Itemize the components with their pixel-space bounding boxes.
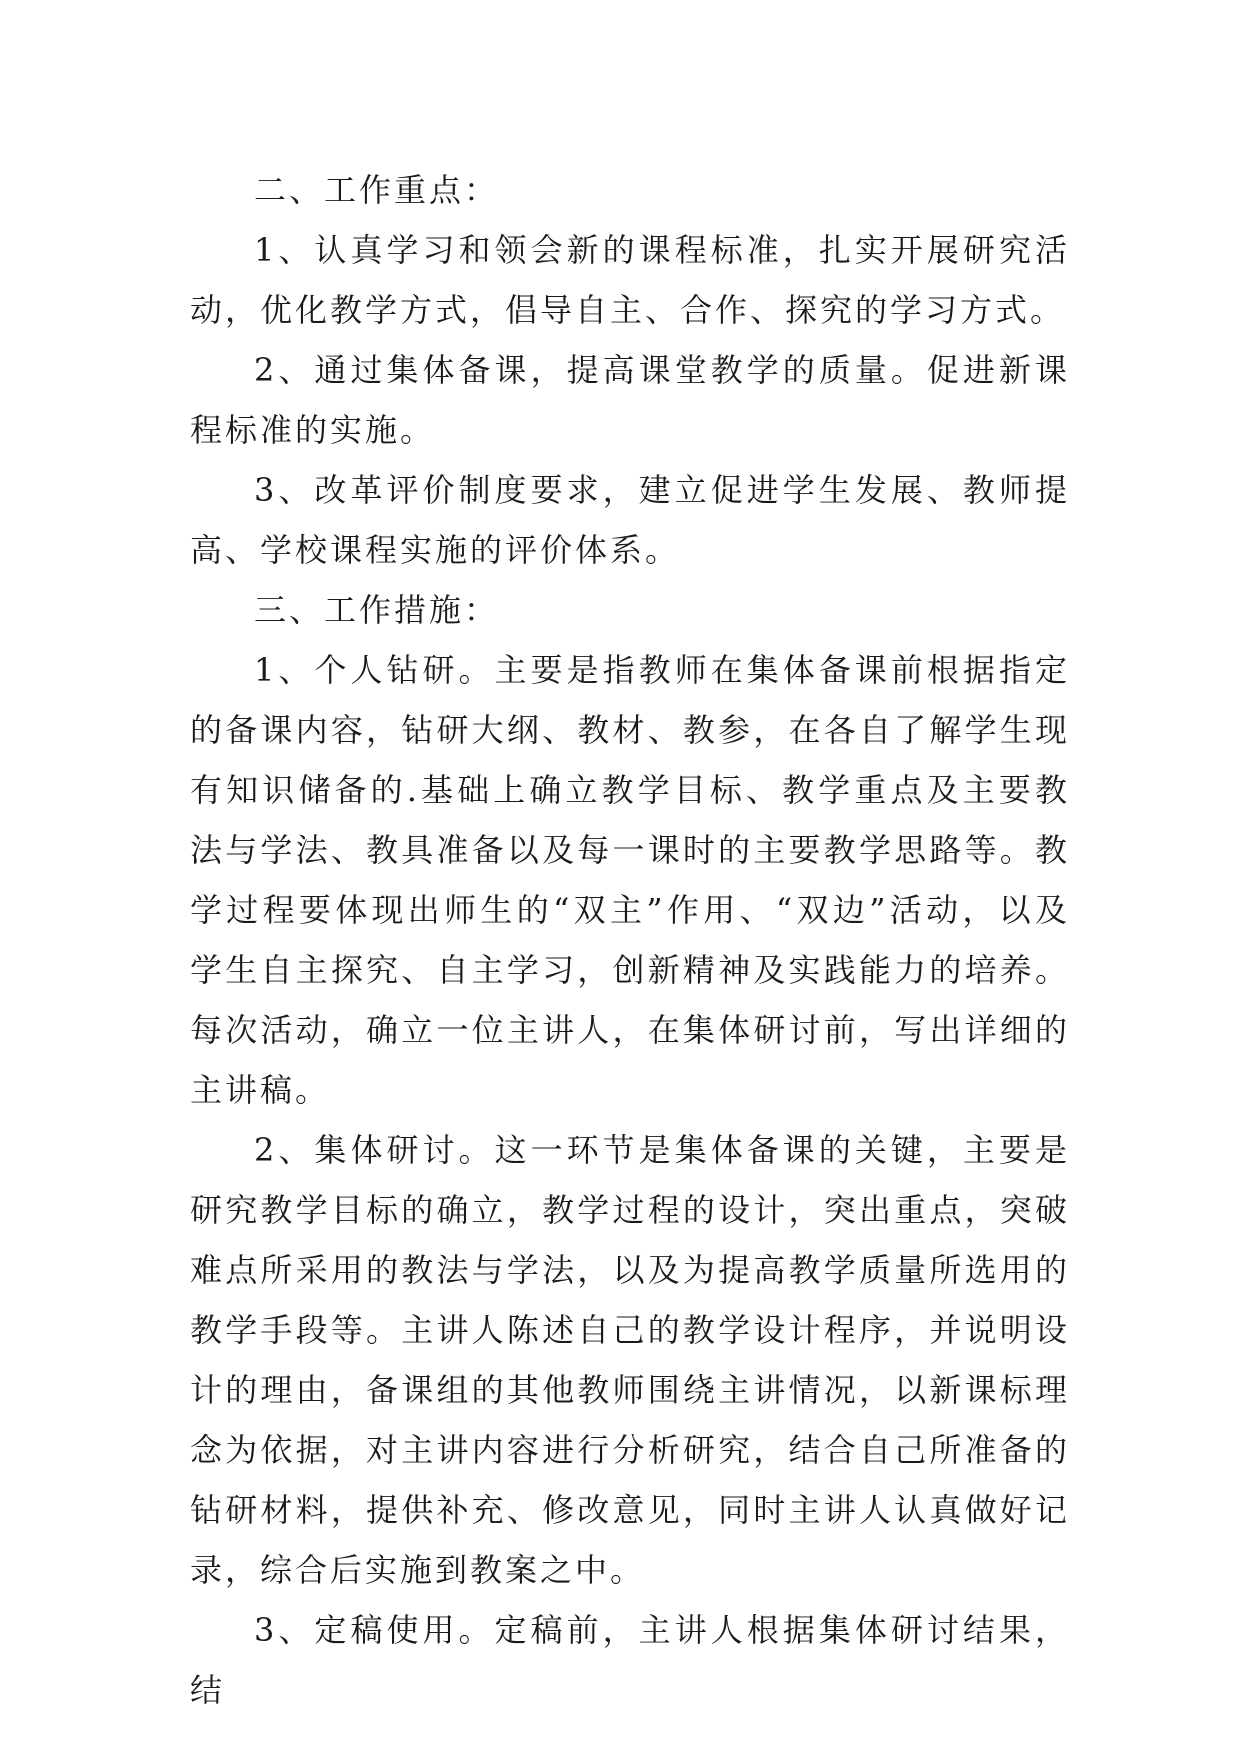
section-heading-work-focus: 二、工作重点： xyxy=(254,171,500,209)
paragraph-measure-1: 1、个人钻研。主要是指教师在集体备课前根据指定的备课内容，钻研大纲、教材、教参，在各自了解学生现有知识储备的.基础上确立教学目标、教学重点及主要教法与学法、教具准备以及每一课时的主要教学思路等。教学过程要体现出师生的“双主”作用、“双边”活动，以及学生自主探究、自主学习，创新精神及实践能力的培养。每次活动，确立一位主讲人，在集体研讨前，写出详细的主讲稿。 xyxy=(190,651,1070,1109)
paragraph-focus-2: 2、通过集体备课，提高课堂教学的质量。促进新课程标准的实施。 xyxy=(190,351,1070,449)
paragraph-measure-2: 2、集体研讨。这一环节是集体备课的关键，主要是研究教学目标的确立，教学过程的设计，突出重点，突破难点所采用的教法与学法，以及为提高教学质量所选用的教学手段等。主讲人陈述自己的教学设计程序，并说明设计的理由，备课组的其他教师围绕主讲情况，以新课标理念为依据，对主讲内容进行分析研究，结合自己所准备的钻研材料，提供补充、修改意见，同时主讲人认真做好记录，综合后实施到教案之中。 xyxy=(190,1131,1070,1589)
paragraph-focus-1: 1、认真学习和领会新的课程标准，扎实开展研究活动，优化教学方式，倡导自主、合作、探究的学习方式。 xyxy=(190,231,1070,329)
section-heading-work-measures: 三、工作措施： xyxy=(254,591,500,629)
document-body xyxy=(190,160,1070,1720)
paragraph-measure-3: 3、定稿使用。定稿前，主讲人根据集体研讨结果，结 xyxy=(190,1611,1070,1709)
paragraph-focus-3: 3、改革评价制度要求，建立促进学生发展、教师提高、学校课程实施的评价体系。 xyxy=(190,471,1070,569)
